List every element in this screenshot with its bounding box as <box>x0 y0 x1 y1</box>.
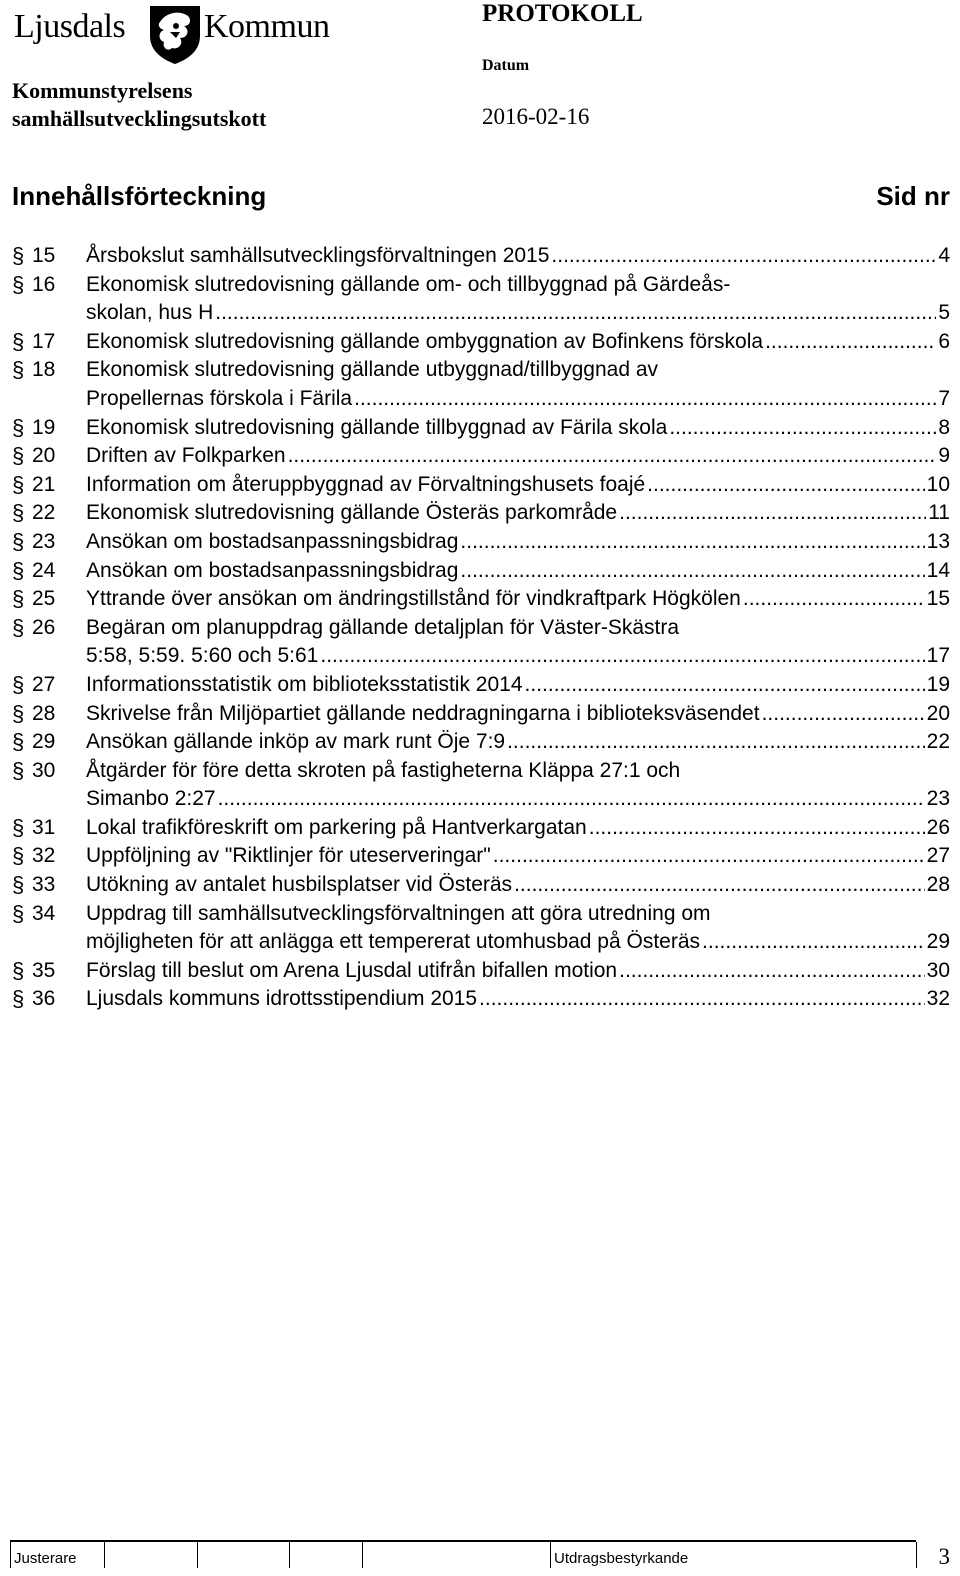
toc-entry-page: 19 <box>926 672 950 696</box>
toc-entry-title-line: Ekonomisk slutredovisning gällande om- och tillbyggnad på Gärdeås- <box>86 272 731 296</box>
toc-entry-title: Ljusdals kommuns idrottsstipendium 2015 <box>86 987 478 1011</box>
toc-entry-title: Yttrande över ansökan om ändringstillstånd för vindkraftpark Högkölen <box>86 587 741 611</box>
toc-entry-title: Uppföljning av "Riktlinjer för uteserveringar" <box>86 844 491 868</box>
section-sign-icon: § <box>12 328 25 354</box>
toc-entry-page: 8 <box>938 415 950 439</box>
dot-leader <box>354 385 936 414</box>
toc-entry-title: skolan, hus H <box>86 301 214 325</box>
toc-entry-number: 22 <box>32 501 56 525</box>
toc-entry-body <box>86 871 950 900</box>
section-sign-icon: § <box>12 500 25 526</box>
toc-entry-page: 22 <box>926 730 950 754</box>
toc-entry-body <box>86 614 950 671</box>
section-sign-icon: § <box>12 957 25 983</box>
toc-entry-title: Driften av Folkparken <box>86 444 286 468</box>
toc-entry-number: 23 <box>32 529 56 553</box>
toc-entry-page: 29 <box>926 930 950 954</box>
toc-entry[interactable] <box>12 328 950 357</box>
toc-entry-number: 27 <box>32 672 56 696</box>
toc-entry[interactable] <box>12 842 950 871</box>
toc-entry-number: 25 <box>32 587 56 611</box>
dot-leader <box>743 585 925 614</box>
utdragsbestyrkande-label: Utdragsbestyrkande <box>554 1550 689 1567</box>
page-footer <box>10 1540 956 1570</box>
section-sign-icon: § <box>12 814 25 840</box>
toc-entry[interactable] <box>12 900 950 957</box>
section-sign-icon: § <box>12 986 25 1012</box>
toc-entry-body <box>86 414 950 443</box>
footer-cell-divider <box>550 1542 551 1568</box>
section-sign-icon: § <box>12 414 25 440</box>
section-sign-icon: § <box>12 243 25 268</box>
logo-text-right: Kommun <box>204 8 330 45</box>
toc-entry-number: 21 <box>32 472 56 496</box>
dot-leader <box>619 499 926 528</box>
toc-entry[interactable] <box>12 442 950 471</box>
toc-entry-number: 15 <box>32 244 56 267</box>
section-sign-icon: § <box>12 700 25 726</box>
section-sign-icon: § <box>12 900 25 926</box>
dot-leader <box>647 471 924 500</box>
toc-entry[interactable] <box>12 271 950 328</box>
toc-entry-number: 24 <box>32 558 56 582</box>
dot-leader <box>493 842 925 871</box>
toc-entry[interactable] <box>12 557 950 586</box>
toc-entry-body <box>86 499 950 528</box>
toc-entry-number: 20 <box>32 444 56 468</box>
date-value: 2016-02-16 <box>482 104 590 129</box>
toc-entry-page: 13 <box>926 529 950 553</box>
dot-leader <box>460 528 924 557</box>
dot-leader <box>551 242 936 271</box>
toc-entry-title: Ansökan gällande inköp av mark runt Öje 7:9 <box>86 730 506 754</box>
toc-entry-number: 32 <box>32 844 56 868</box>
dot-leader <box>702 928 925 957</box>
section-sign-icon: § <box>12 671 25 697</box>
dot-leader <box>479 985 925 1014</box>
toc-entry-page: 30 <box>926 958 950 982</box>
toc-entry[interactable] <box>12 614 950 671</box>
toc-entry-title: Ekonomisk slutredovisning gällande tillbyggnad av Färila skola <box>86 415 668 439</box>
section-sign-icon: § <box>12 443 25 469</box>
toc-entry-body <box>86 585 950 614</box>
toc-entry-number: 29 <box>32 730 56 754</box>
toc-entry[interactable] <box>12 414 950 443</box>
toc-entry-page: 5 <box>938 301 950 325</box>
toc-entry[interactable] <box>12 728 950 757</box>
footer-rule <box>10 1540 916 1542</box>
toc-entry-page: 14 <box>926 558 950 582</box>
toc-entry-number: 31 <box>32 815 56 839</box>
toc-entry-page: 20 <box>926 701 950 725</box>
toc-entry-number: 26 <box>32 615 56 639</box>
dot-leader <box>669 414 936 443</box>
toc-entry[interactable] <box>12 700 950 729</box>
toc-entry-page: 32 <box>926 987 950 1011</box>
toc-entry-page: 6 <box>938 329 950 353</box>
section-sign-icon: § <box>12 872 25 898</box>
dot-leader <box>589 814 925 843</box>
toc-entry-title: Information om återuppbyggnad av Förvaltningshusets foajé <box>86 472 646 496</box>
toc-entry-title: Ekonomisk slutredovisning gällande ombyggnation av Bofinkens förskola <box>86 329 764 353</box>
section-sign-icon: § <box>12 614 25 640</box>
toc-entry-body <box>86 985 950 1014</box>
dot-leader <box>320 642 924 671</box>
dot-leader <box>460 557 924 586</box>
toc-entry[interactable] <box>12 871 950 900</box>
toc-entry-page: 26 <box>926 815 950 839</box>
toc-entry-title: Förslag till beslut om Arena Ljusdal utifrån bifallen motion <box>86 958 618 982</box>
dot-leader <box>525 671 925 700</box>
section-sign-icon: § <box>12 843 25 869</box>
toc-entry[interactable] <box>12 471 950 500</box>
dot-leader <box>762 700 925 729</box>
dot-leader <box>288 442 937 471</box>
section-sign-icon: § <box>12 471 25 497</box>
toc-entry-title-line: Begäran om planuppdrag gällande detaljplan för Väster-Skästra <box>86 615 680 639</box>
toc-entry-body <box>86 356 950 413</box>
org-name-line2: samhällsutvecklingsutskott <box>12 106 267 131</box>
dot-leader <box>619 957 925 986</box>
toc-entry[interactable] <box>12 814 950 843</box>
toc-entry-page: 10 <box>926 472 950 496</box>
toc-entry-page: 9 <box>938 444 950 468</box>
toc-entry-number: 34 <box>32 901 56 925</box>
toc-entry-title: Utökning av antalet husbilsplatser vid Österäs <box>86 873 513 897</box>
toc-entry-title: 5:58, 5:59. 5:60 och 5:61 <box>86 644 319 668</box>
toc-entry-body <box>86 557 950 586</box>
toc-entry-body <box>86 442 950 471</box>
date-label: Datum <box>482 57 530 74</box>
section-sign-icon: § <box>12 586 25 612</box>
toc-entry-page: 4 <box>938 244 950 267</box>
toc-entry[interactable] <box>12 499 950 528</box>
toc-entry-body <box>86 757 950 814</box>
dot-leader <box>507 728 925 757</box>
toc-entry-title-line: Uppdrag till samhällsutvecklingsförvaltningen att göra utredning om <box>86 901 711 925</box>
toc-entry[interactable] <box>12 671 950 700</box>
toc-entry-page: 28 <box>926 873 950 897</box>
footer-cell-divider <box>10 1542 11 1568</box>
toc-entry-page: 17 <box>926 644 950 668</box>
toc-entry-title: Ansökan om bostadsanpassningsbidrag <box>86 529 459 553</box>
toc-entry-title: Skrivelse från Miljöpartiet gällande neddragningarna i biblioteksväsendet <box>86 701 760 725</box>
toc-entry-page: 27 <box>926 844 950 868</box>
toc-entry-number: 17 <box>32 329 56 353</box>
toc-entry-body <box>86 242 950 271</box>
dot-leader <box>218 785 925 814</box>
toc-entry[interactable] <box>12 757 950 814</box>
toc-entry-title-line: Åtgärder för före detta skroten på fastigheterna Kläppa 27:1 och <box>86 758 681 782</box>
toc-entry-title: Ansökan om bostadsanpassningsbidrag <box>86 558 459 582</box>
toc-entry-body <box>86 900 950 957</box>
dot-leader <box>765 328 936 357</box>
section-sign-icon: § <box>12 557 25 583</box>
toc-entry-body <box>86 671 950 700</box>
toc-entry-title: Årsbokslut samhällsutvecklingsförvaltningen 2015 <box>86 244 550 267</box>
justerare-label: Justerare <box>14 1550 77 1567</box>
toc-entry-number: 33 <box>32 873 56 897</box>
section-sign-icon: § <box>12 528 25 554</box>
toc-entry-title-line: Ekonomisk slutredovisning gällande utbyggnad/tillbyggnad av <box>86 358 659 382</box>
page-number: 3 <box>938 1544 950 1569</box>
dot-leader <box>215 299 936 328</box>
toc-entry-number: 36 <box>32 987 56 1011</box>
toc-entry-title: Informationsstatistik om biblioteksstatistik 2014 <box>86 672 523 696</box>
toc-entry-page: 23 <box>926 787 950 811</box>
toc-entry-title: Ekonomisk slutredovisning gällande Österäs parkområde <box>86 501 618 525</box>
document-type: PROTOKOLL <box>482 0 643 27</box>
toc-entry-number: 30 <box>32 758 56 782</box>
toc-entry-page: 11 <box>928 501 950 525</box>
toc-entry[interactable] <box>12 528 950 557</box>
toc-entry-body <box>86 471 950 500</box>
footer-cell-divider <box>197 1542 198 1568</box>
toc-entry-title: Propellernas förskola i Färila <box>86 386 353 410</box>
toc-entry-body <box>86 814 950 843</box>
toc-entry-title: Lokal trafikföreskrift om parkering på Hantverkargatan <box>86 815 587 839</box>
org-name-line1: Kommunstyrelsens <box>12 78 193 103</box>
toc-entry[interactable] <box>12 957 950 986</box>
section-sign-icon: § <box>12 729 25 755</box>
toc-entry-body <box>86 728 950 757</box>
logo-text-left: Ljusdals <box>14 8 126 45</box>
toc-entry-title: Simanbo 2:27 <box>86 787 216 811</box>
section-sign-icon: § <box>12 757 25 783</box>
toc-entry-title: möjligheten för att anlägga ett tempererat utomhusbad på Österäs <box>86 930 701 954</box>
toc-entry-number: 28 <box>32 701 56 725</box>
toc-entry-body <box>86 528 950 557</box>
dot-leader <box>514 871 925 900</box>
toc-entry-body <box>86 271 950 328</box>
toc-entry-body <box>86 842 950 871</box>
toc-entry-number: 19 <box>32 415 56 439</box>
toc-entry[interactable] <box>12 985 950 1014</box>
toc-entry-number: 18 <box>32 358 56 382</box>
coat-of-arms-icon <box>146 2 204 66</box>
toc-entry-number: 35 <box>32 958 56 982</box>
toc-entry-body <box>86 328 950 357</box>
section-sign-icon: § <box>12 357 25 383</box>
footer-cell-divider <box>362 1542 363 1568</box>
toc-entry-number: 16 <box>32 272 56 296</box>
toc-title: Innehållsförteckning <box>12 181 267 211</box>
toc-entry[interactable] <box>12 356 950 413</box>
toc-entry-body <box>86 700 950 729</box>
toc-entry[interactable] <box>12 585 950 614</box>
toc-page-column-heading: Sid nr <box>876 181 950 211</box>
toc-entry[interactable] <box>12 242 950 271</box>
section-sign-icon: § <box>12 271 25 297</box>
municipality-logo <box>14 2 330 66</box>
footer-cell-divider <box>104 1542 105 1568</box>
footer-cell-divider <box>916 1542 917 1568</box>
footer-cell-divider <box>289 1542 290 1568</box>
toc-entry-body <box>86 957 950 986</box>
table-of-contents <box>12 242 950 1014</box>
toc-entry-page: 7 <box>938 386 950 410</box>
toc-entry-page: 15 <box>926 587 950 611</box>
